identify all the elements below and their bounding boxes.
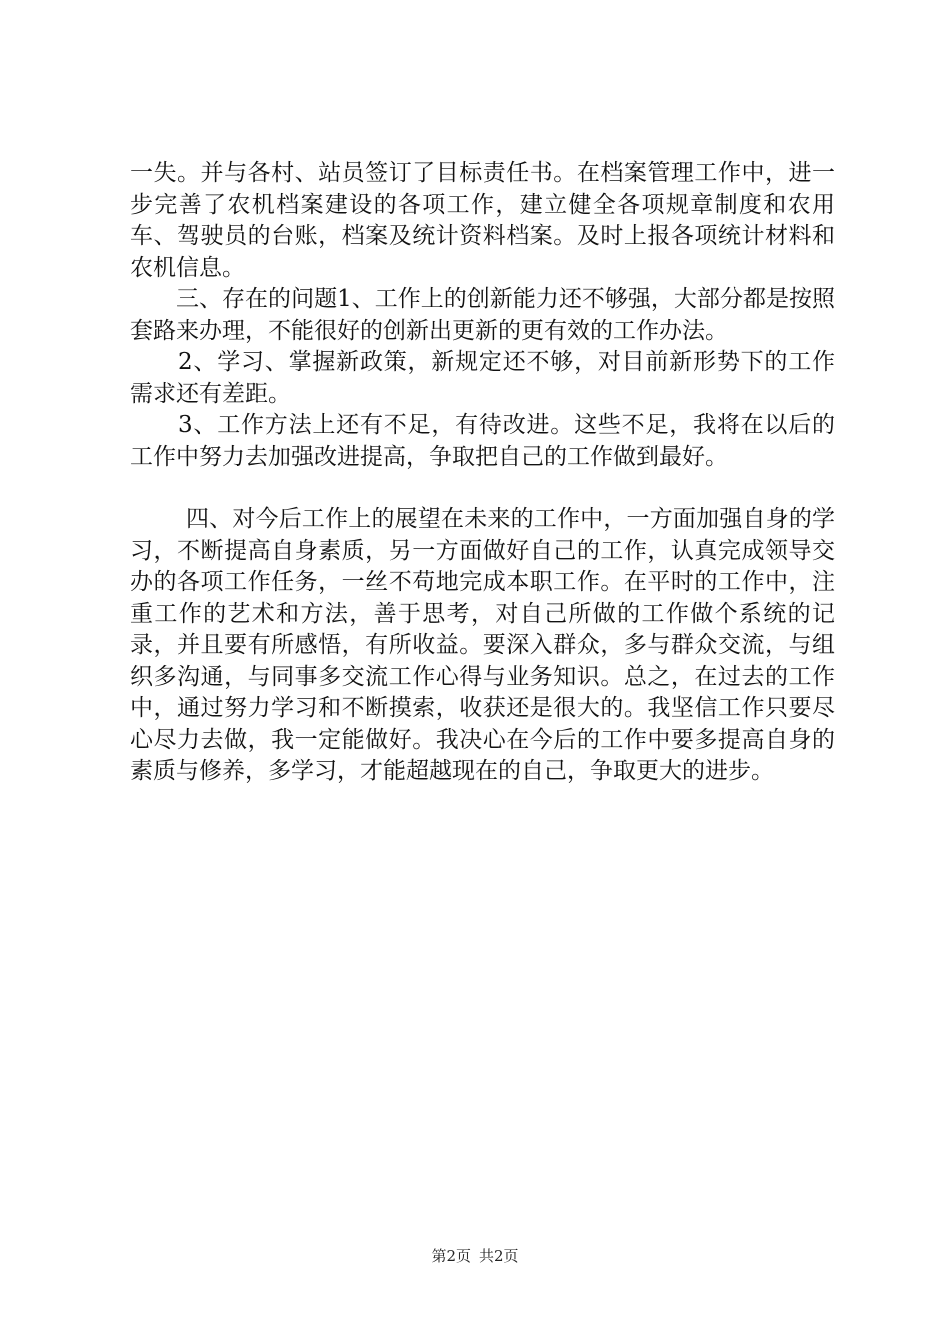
paragraph-problem-2: 2、学习、掌握新政策，新规定还不够，对目前新形势下的工作需求还有差距。 <box>130 349 835 407</box>
paragraph-archive-management: 一失。并与各村、站员签订了目标责任书。在档案管理工作中，进一步完善了农机档案建设的各项工作，建立健全各项规章制度和农用车、驾驶员的台账，档案及统计资料档案。及时上报各项统计材料和农机信息。 <box>130 160 835 281</box>
paragraph-future-outlook: 四、对今后工作上的展望在未来的工作中，一方面加强自身的学习，不断提高自身素质，另一方面做好自己的工作，认真完成领导交办的各项工作任务，一丝不苟地完成本职工作。在平时的工作中，注重工作的艺术和方法，善于思考，对自己所做的工作做个系统的记录，并且要有所感悟，有所收益。要深入群众，多与群众交流，与组织多沟通，与同事多交流工作心得与业务知识。总之，在过去的工作中，通过努力学习和不断摸索，收获还是很大的。我坚信工作只要尽心尽力去做，我一定能做好。我决心在今后的工作中要多提高自身的素质与修养，多学习，才能超越现在的自己，争取更大的进步。 <box>130 506 835 784</box>
paragraph-problem-3: 3、工作方法上还有不足，有待改进。这些不足，我将在以后的工作中努力去加强改进提高，争取把自己的工作做到最好。 <box>130 412 835 470</box>
paragraph-spacer <box>130 473 835 504</box>
page-footer <box>0 1245 950 1266</box>
paragraph-existing-problems: 三、存在的问题1、工作上的创新能力还不够强，大部分都是按照套路来办理，不能很好的创新出更新的更有效的工作办法。 <box>130 286 835 344</box>
document-body <box>130 158 835 788</box>
page-number-total: 共2页 <box>479 1247 519 1265</box>
page-number-current: 第2页 <box>431 1247 471 1265</box>
